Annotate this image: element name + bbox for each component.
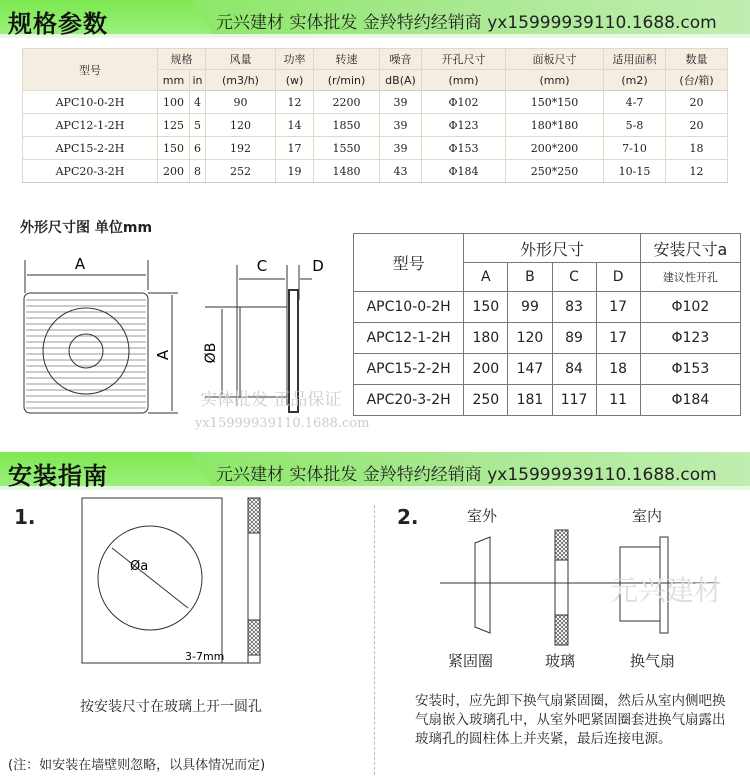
col-outer-size: 外形尺寸 [464,234,640,263]
cell-model: APC20-3-2H [354,385,464,416]
cell-noise: 43 [380,160,422,183]
table-row [354,354,741,385]
cell-area: 5-8 [604,114,666,137]
cell-panel: 250*250 [506,160,604,183]
cell-mm: 100 [158,91,190,114]
cell-hole: Φ123 [640,323,740,354]
col-size: 规格 [158,49,206,70]
unit: (台/箱) [666,70,728,91]
cell-d: 18 [596,354,640,385]
table-row [354,292,741,323]
col-c: C [552,263,596,292]
step1-caption: 按安装尺寸在玻璃上开一圆孔 [80,699,262,715]
dim-label-c: C [256,257,268,275]
col-speed: 转速 [314,49,380,70]
label-indoor: 室内 [632,507,663,525]
section-title: 规格参数 [8,10,108,38]
diameter-label: Øa [130,559,149,574]
cell-speed: 1480 [314,160,380,183]
table-row [354,385,741,416]
col-airflow: 风量 [206,49,276,70]
table-row [23,137,728,160]
store-slogan: 元兴建材 实体批发 金羚特约经销商 yx15999939110.1688.com [216,465,717,485]
cell-mm: 125 [158,114,190,137]
col-noise: 噪音 [380,49,422,70]
unit: (m2) [604,70,666,91]
cell-d: 11 [596,385,640,416]
col-install-sub: 建议性开孔 [640,263,740,292]
cell-model: APC15-2-2H [23,137,158,160]
label-outdoor: 室外 [467,507,498,525]
cell-noise: 39 [380,137,422,160]
label-glass: 玻璃 [545,652,576,670]
col-qty: 数量 [666,49,728,70]
store-slogan: 元兴建材 实体批发 金羚特约经销商 yx15999939110.1688.com [216,13,717,33]
cell-b: 181 [508,385,552,416]
cell-model: APC15-2-2H [354,354,464,385]
cell-airflow: 120 [206,114,276,137]
cell-speed: 1850 [314,114,380,137]
watermark: yx15999939110.1688.com [195,416,370,431]
section-header-specs [0,0,750,38]
spec-table [22,48,728,183]
cell-qty: 12 [666,160,728,183]
cell-in: 5 [190,114,206,137]
table-row [23,91,728,114]
cell-area: 10-15 [604,160,666,183]
cell-noise: 39 [380,91,422,114]
cell-qty: 18 [666,137,728,160]
dimension-table [353,233,741,416]
unit: (mm) [506,70,604,91]
unit: in [190,70,206,91]
cell-panel: 200*200 [506,137,604,160]
step-number: 1. [14,505,36,529]
cell-in: 4 [190,91,206,114]
label-fan: 换气扇 [630,652,676,670]
cell-hole: Φ123 [422,114,506,137]
cell-in: 6 [190,137,206,160]
fan-dimension-drawing [0,245,370,440]
cell-d: 17 [596,292,640,323]
cell-hole: Φ184 [422,160,506,183]
watermark: 实体批发 正品保证 [200,390,342,410]
glass-hole-drawing [60,490,310,675]
step1-note: (注：如安装在墙壁则忽略，以具体情况而定) [8,758,266,773]
cell-model: APC10-0-2H [354,292,464,323]
cell-a: 200 [464,354,508,385]
cell-in: 8 [190,160,206,183]
cell-hole: Φ102 [640,292,740,323]
cell-speed: 1550 [314,137,380,160]
col-install-size: 安装尺寸a [640,234,740,263]
gap-label: 3-7mm [185,650,225,663]
cell-c: 84 [552,354,596,385]
cell-airflow: 90 [206,91,276,114]
cell-a: 150 [464,292,508,323]
cell-model: APC10-0-2H [23,91,158,114]
cell-power: 17 [276,137,314,160]
cell-model: APC12-1-2H [23,114,158,137]
unit: (w) [276,70,314,91]
step2-instructions: 安装时，应先卸下换气扇紧固圈，然后从室内侧吧换气扇嵌入玻璃孔中，从室外吧紧固圈套进换气扇露出玻璃孔的圆柱体上并夹紧，最后连接电源。 [415,693,726,747]
cell-b: 147 [508,354,552,385]
dim-label-d: D [312,257,324,275]
table-row [354,323,741,354]
section-header-install [0,452,750,490]
unit: (r/min) [314,70,380,91]
cell-speed: 2200 [314,91,380,114]
section-title: 安装指南 [8,462,108,490]
unit: (m3/h) [206,70,276,91]
col-model: 型号 [23,49,158,91]
cell-hole: Φ153 [640,354,740,385]
cell-panel: 180*180 [506,114,604,137]
cell-airflow: 252 [206,160,276,183]
dims-title: 外形尺寸图 单位mm [20,220,153,236]
col-power: 功率 [276,49,314,70]
cell-area: 4-7 [604,91,666,114]
unit: (mm) [422,70,506,91]
cell-b: 120 [508,323,552,354]
cell-hole: Φ184 [640,385,740,416]
installation-diagram [420,525,740,645]
table-row [23,114,728,137]
cell-hole: Φ102 [422,91,506,114]
cell-power: 19 [276,160,314,183]
col-hole: 开孔尺寸 [422,49,506,70]
cell-d: 17 [596,323,640,354]
cell-model: APC20-3-2H [23,160,158,183]
col-b: B [508,263,552,292]
cell-c: 89 [552,323,596,354]
cell-a: 180 [464,323,508,354]
table-row [23,160,728,183]
col-a: A [464,263,508,292]
cell-c: 117 [552,385,596,416]
cell-model: APC12-1-2H [354,323,464,354]
cell-mm: 200 [158,160,190,183]
cell-qty: 20 [666,114,728,137]
cell-b: 99 [508,292,552,323]
dim-label-a: A [74,255,86,273]
dim-label-b: ØB [203,342,219,364]
dim-label-a-vertical: A [154,349,172,361]
unit: dB(A) [380,70,422,91]
label-ring: 紧固圈 [448,652,494,670]
col-model: 型号 [354,234,464,292]
cell-area: 7-10 [604,137,666,160]
cell-noise: 39 [380,114,422,137]
col-d: D [596,263,640,292]
unit: mm [158,70,190,91]
cell-power: 14 [276,114,314,137]
cell-qty: 20 [666,91,728,114]
cell-hole: Φ153 [422,137,506,160]
cell-panel: 150*150 [506,91,604,114]
cell-c: 83 [552,292,596,323]
step-number: 2. [397,505,419,529]
col-panel: 面板尺寸 [506,49,604,70]
cell-a: 250 [464,385,508,416]
divider [374,505,375,775]
watermark-logo: 元兴建材 [610,574,723,607]
col-area: 适用面积 [604,49,666,70]
cell-power: 12 [276,91,314,114]
cell-airflow: 192 [206,137,276,160]
cell-mm: 150 [158,137,190,160]
